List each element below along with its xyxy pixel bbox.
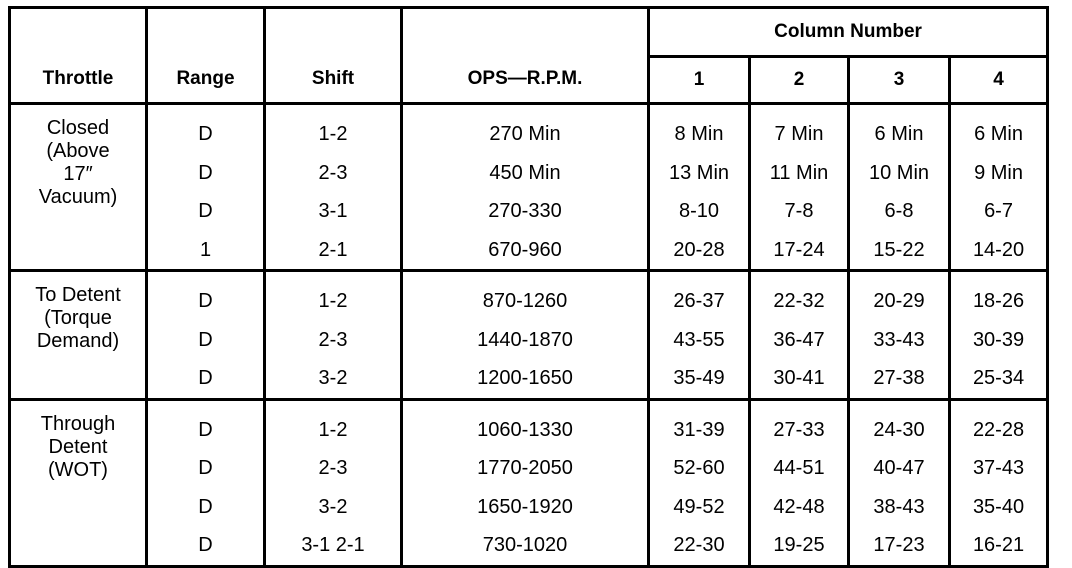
ops-rpm-value: 1440-1870 bbox=[477, 328, 573, 351]
shift-cell bbox=[265, 104, 402, 271]
ops-rpm-value: 1060-1330 bbox=[477, 418, 573, 441]
range-value: D bbox=[198, 495, 213, 518]
column-3-value: 6-8 bbox=[884, 200, 914, 222]
column-4-value: 18-26 bbox=[972, 290, 1025, 312]
ops-rpm-value: 670-960 bbox=[488, 238, 562, 261]
column-1-value: 43-55 bbox=[673, 328, 725, 351]
shift-value: 3-1 bbox=[318, 200, 348, 222]
column-2-value: 17-24 bbox=[773, 238, 825, 261]
column-4-cell bbox=[950, 271, 1048, 400]
column-3-value: 17-23 bbox=[873, 534, 925, 556]
header-throttle: Throttle bbox=[10, 8, 147, 104]
ops-rpm-value: 270 Min bbox=[489, 123, 561, 145]
table-body bbox=[10, 104, 1048, 567]
column-2-value: 42-48 bbox=[773, 495, 825, 518]
column-3-cell bbox=[849, 399, 950, 566]
column-1-cell bbox=[649, 271, 750, 400]
shift-value: 1-2 bbox=[318, 290, 348, 312]
column-3-value: 38-43 bbox=[873, 495, 925, 518]
range-value: D bbox=[198, 290, 213, 312]
column-4-value: 9 Min bbox=[974, 161, 1023, 184]
shift-speed-table bbox=[8, 6, 1049, 568]
ops-rpm-cell bbox=[402, 271, 649, 400]
throttle-label-line: (Torque bbox=[44, 307, 112, 329]
shift-value: 3-2 bbox=[318, 367, 348, 389]
range-value: D bbox=[198, 200, 213, 222]
column-3-value: 6 Min bbox=[874, 123, 924, 145]
throttle-group-row bbox=[10, 104, 1048, 271]
column-2-cell bbox=[750, 104, 849, 271]
range-value: D bbox=[198, 534, 213, 556]
column-3-cell bbox=[849, 104, 950, 271]
column-1-value: 22-30 bbox=[673, 534, 725, 556]
range-value: D bbox=[198, 457, 213, 479]
column-4-cell bbox=[950, 399, 1048, 566]
range-value: D bbox=[198, 161, 213, 184]
column-4-value: 14-20 bbox=[972, 238, 1025, 261]
header-column-4: 4 bbox=[950, 57, 1048, 104]
column-1-value: 52-60 bbox=[673, 457, 725, 479]
range-value: D bbox=[198, 328, 213, 351]
column-3-value: 20-29 bbox=[873, 290, 925, 312]
throttle-label-line: (WOT) bbox=[48, 458, 108, 481]
throttle-label-line: Vacuum) bbox=[38, 186, 118, 208]
column-2-value: 30-41 bbox=[773, 367, 825, 389]
column-4-value: 6-7 bbox=[984, 200, 1013, 222]
column-2-value: 36-47 bbox=[773, 328, 825, 351]
ops-rpm-cell bbox=[402, 104, 649, 271]
range-cell bbox=[147, 271, 265, 400]
column-2-value: 44-51 bbox=[773, 457, 825, 479]
column-4-value: 37-43 bbox=[972, 457, 1025, 479]
column-2-value: 27-33 bbox=[773, 418, 825, 441]
ops-rpm-value: 730-1020 bbox=[482, 534, 568, 556]
throttle-label-line: Demand) bbox=[36, 330, 120, 352]
column-4-cell bbox=[950, 104, 1048, 271]
column-1-value: 31-39 bbox=[673, 418, 725, 441]
shift-cell bbox=[265, 271, 402, 400]
column-4-value: 30-39 bbox=[972, 328, 1025, 351]
shift-value: 1-2 bbox=[318, 418, 348, 441]
column-2-value: 22-32 bbox=[773, 290, 825, 312]
throttle-cell bbox=[10, 271, 147, 400]
column-1-value: 49-52 bbox=[673, 495, 725, 518]
throttle-label-line: (Above bbox=[46, 140, 110, 162]
shift-value: 3-2 bbox=[318, 495, 348, 518]
range-value: D bbox=[198, 418, 213, 441]
column-1-cell bbox=[649, 399, 750, 566]
column-3-value: 40-47 bbox=[873, 457, 925, 479]
shift-value: 2-3 bbox=[318, 161, 348, 184]
column-1-value: 35-49 bbox=[673, 367, 725, 389]
header-ops-rpm: OPS—R.P.M. bbox=[402, 8, 649, 104]
column-2-value: 7 Min bbox=[774, 123, 824, 145]
range-value: 1 bbox=[199, 238, 212, 261]
range-value: D bbox=[198, 123, 213, 145]
shift-value: 2-3 bbox=[318, 328, 348, 351]
range-value: D bbox=[198, 367, 213, 389]
column-1-value: 8-10 bbox=[678, 200, 720, 222]
column-1-cell bbox=[649, 104, 750, 271]
column-1-value: 26-37 bbox=[673, 290, 725, 312]
column-4-value: 22-28 bbox=[972, 418, 1025, 441]
throttle-cell bbox=[10, 104, 147, 271]
throttle-label-line: Closed bbox=[46, 117, 110, 139]
shift-cell bbox=[265, 399, 402, 566]
shift-value: 1-2 bbox=[318, 123, 348, 145]
header-shift: Shift bbox=[265, 8, 402, 104]
header-column-3: 3 bbox=[849, 57, 950, 104]
throttle-label-line: Through bbox=[40, 412, 116, 435]
column-4-value: 25-34 bbox=[972, 367, 1025, 389]
header-column-2: 2 bbox=[750, 57, 849, 104]
throttle-label-line: Detent bbox=[48, 435, 108, 458]
column-4-value: 6 Min bbox=[974, 123, 1023, 145]
range-cell bbox=[147, 399, 265, 566]
column-1-value: 20-28 bbox=[673, 238, 725, 261]
column-3-value: 33-43 bbox=[873, 328, 925, 351]
header-column-1: 1 bbox=[649, 57, 750, 104]
header-range: Range bbox=[147, 8, 265, 104]
column-4-value: 16-21 bbox=[972, 534, 1025, 556]
throttle-group-row bbox=[10, 271, 1048, 400]
throttle-label-line: To Detent bbox=[35, 284, 121, 306]
column-3-value: 10 Min bbox=[868, 161, 930, 184]
column-3-value: 15-22 bbox=[873, 238, 925, 261]
ops-rpm-value: 1650-1920 bbox=[477, 495, 573, 518]
shift-speed-table-sheet bbox=[8, 6, 1046, 556]
range-cell bbox=[147, 104, 265, 271]
column-3-value: 24-30 bbox=[873, 418, 925, 441]
column-2-value: 7-8 bbox=[784, 200, 814, 222]
ops-rpm-cell bbox=[402, 399, 649, 566]
ops-rpm-value: 270-330 bbox=[488, 200, 562, 222]
ops-rpm-value: 1200-1650 bbox=[477, 367, 573, 389]
column-4-value: 35-40 bbox=[972, 495, 1025, 518]
column-2-cell bbox=[750, 399, 849, 566]
column-2-cell bbox=[750, 271, 849, 400]
ops-rpm-value: 450 Min bbox=[489, 161, 561, 184]
column-3-cell bbox=[849, 271, 950, 400]
column-1-value: 13 Min bbox=[668, 161, 730, 184]
shift-value: 2-1 bbox=[318, 238, 348, 261]
throttle-cell bbox=[10, 399, 147, 566]
throttle-group-row bbox=[10, 399, 1048, 566]
header-column-number: Column Number bbox=[649, 8, 1048, 57]
column-2-value: 11 Min bbox=[769, 161, 829, 184]
column-1-value: 8 Min bbox=[674, 123, 724, 145]
column-3-value: 27-38 bbox=[873, 367, 925, 389]
ops-rpm-value: 870-1260 bbox=[482, 290, 568, 312]
throttle-label-line: 17″ bbox=[63, 163, 93, 185]
shift-value: 2-3 bbox=[318, 457, 348, 479]
ops-rpm-value: 1770-2050 bbox=[477, 457, 573, 479]
shift-value: 3-1 2-1 bbox=[301, 534, 365, 556]
column-2-value: 19-25 bbox=[773, 534, 825, 556]
